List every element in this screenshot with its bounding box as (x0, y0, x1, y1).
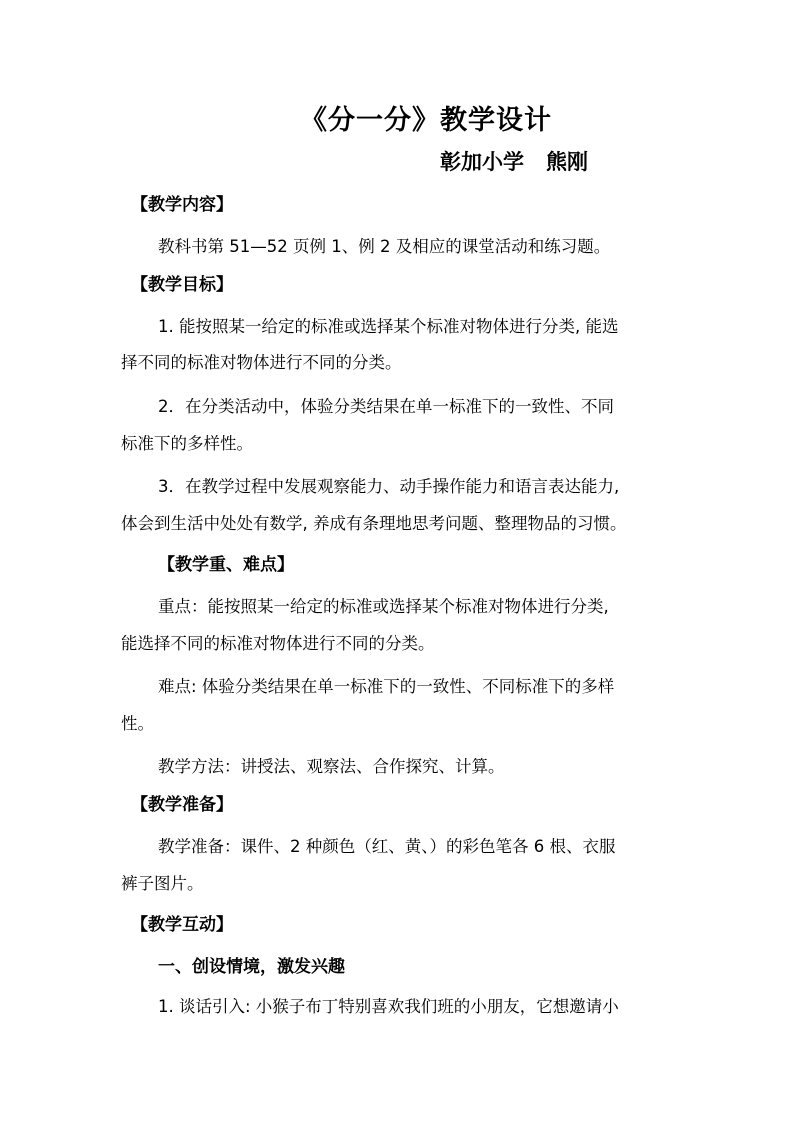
paragraph-line: 标准下的多样性。 (121, 434, 253, 453)
paragraph-line: 体会到生活中处处有数学, 养成有条理地思考问题、整理物品的习惯。 (121, 514, 627, 533)
paragraph-line: 难点: 体验分类结果在单一标准下的一致性、不同标准下的多样 (158, 677, 615, 696)
paragraph-line: 教学方法：讲授法、观察法、合作探究、计算。 (158, 757, 505, 776)
section-heading-preparation: 【教学准备】 (131, 795, 233, 815)
section-heading-interaction: 【教学互动】 (131, 915, 233, 935)
section-heading-content: 【教学内容】 (131, 195, 233, 215)
paragraph-line: 性。 (121, 714, 154, 733)
paragraph-line: 2．在分类活动中，体验分类结果在单一标准下的一致性、不同 (158, 397, 614, 416)
paragraph-line: 裤子图片。 (121, 874, 204, 893)
paragraph-line: 择不同的标准对物体进行不同的分类。 (121, 353, 402, 372)
paragraph-line: 1. 能按照某一给定的标准或选择某个标准对物体进行分类, 能选 (158, 317, 619, 336)
author-school: 彰加小学 (440, 150, 524, 174)
paragraph-line: 1. 谈话引入: 小猴子布丁特别喜欢我们班的小朋友，它想邀请小 (158, 997, 619, 1016)
section-heading-key-points: 【教学重、难点】 (158, 555, 294, 575)
subsection-heading: 一、创设情境，激发兴趣 (158, 957, 345, 977)
paragraph-line: 重点：能按照某一给定的标准或选择某个标准对物体进行分类, (158, 597, 609, 616)
document-title: 《分一分》教学设计 (300, 105, 552, 136)
author-name: 熊刚 (546, 150, 588, 174)
paragraph-line: 能选择不同的标准对物体进行不同的分类。 (121, 634, 435, 653)
author-line (440, 146, 588, 176)
paragraph-line: 教科书第 51—52 页例 1、例 2 及相应的课堂活动和练习题。 (158, 237, 611, 256)
paragraph-line: 教学准备：课件、2 种颜色（红、黄、）的彩色笔各 6 根、衣服 (158, 837, 616, 856)
paragraph-line: 3．在教学过程中发展观察能力、动手操作能力和语言表达能力, (158, 477, 620, 496)
section-heading-goals: 【教学目标】 (131, 275, 233, 295)
